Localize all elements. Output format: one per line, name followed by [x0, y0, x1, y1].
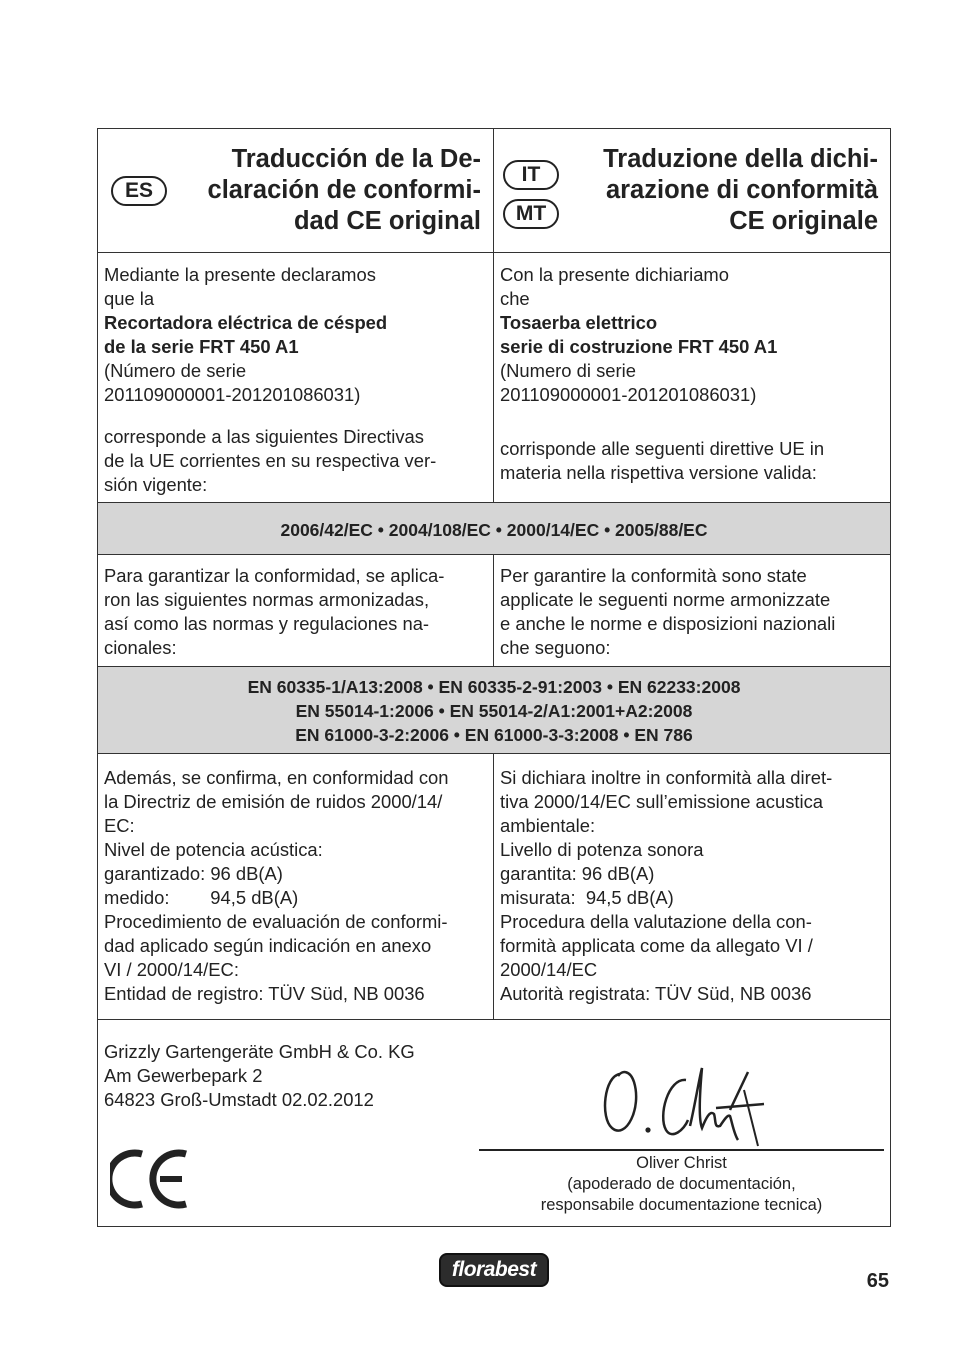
norms-intro-row — [98, 555, 890, 667]
signatory-role-it: responsabile documentazione tecnica) — [540, 1196, 823, 1214]
text-line: Mediante la presente declaramos — [104, 264, 376, 285]
title-line: claración de conformi- — [207, 176, 481, 204]
text-line: medido: 94,5 dB(A) — [104, 887, 299, 908]
norms-intro-es — [98, 555, 494, 666]
language-badge-it: IT — [503, 160, 559, 190]
text-line: Si dichiara inoltre in conformità alla diret- — [500, 767, 833, 788]
text-line: Nivel de potencia acústica: — [104, 839, 323, 860]
text-line: e anche le norme e disposizioni nazionali — [500, 613, 836, 634]
serial-line: 201109000001-201201086031) — [104, 384, 361, 405]
norm-line: EN 61000-3-2:2006 • EN 61000-3-3:2008 • EN 786 — [295, 725, 693, 745]
address-line: 64823 Groß-Umstadt 02.02.2012 — [104, 1089, 374, 1110]
text-line: cionales: — [104, 637, 177, 658]
text-line: Con la presente dichiariamo — [500, 264, 729, 285]
title-line: Traduzione della dichi- — [603, 145, 878, 173]
text-line: ron las siguientes normas armonizadas, — [104, 589, 430, 610]
signatory-block — [479, 1153, 884, 1216]
florabest-logo: florabest — [439, 1253, 549, 1287]
directives-row — [98, 503, 890, 555]
directives-list: 2006/42/EC • 2004/108/EC • 2000/14/EC • 2005/88/EC — [280, 520, 708, 540]
page-number: 65 — [866, 1270, 889, 1292]
norms-row — [98, 667, 890, 754]
text-line: la Directriz de emisión de ruidos 2000/14/ — [104, 791, 443, 812]
header-row — [98, 129, 890, 253]
header-it — [494, 129, 890, 252]
text-line: 2000/14/EC — [500, 959, 598, 980]
text-line: corresponde a las siguientes Directivas — [104, 426, 424, 447]
norms-intro-it — [494, 555, 890, 666]
norm-line: EN 55014-1:2006 • EN 55014-2/A1:2001+A2:2008 — [295, 701, 693, 721]
title-line: Traducción de la De- — [231, 145, 481, 173]
header-title-es — [208, 144, 481, 237]
header-es — [98, 129, 494, 252]
serial-line: (Numero di serie — [500, 360, 636, 381]
address-line: Grizzly Gartengeräte GmbH & Co. KG — [104, 1041, 415, 1062]
text-line: materia nella rispettiva versione valida: — [500, 462, 817, 483]
text-line: VI / 2000/14/EC: — [104, 959, 239, 980]
product-name-line: serie di costruzione FRT 450 A1 — [500, 336, 778, 357]
text-line: tiva 2000/14/EC sull’emissione acustica — [500, 791, 824, 812]
signature-row — [98, 1020, 890, 1226]
text-line: Procedimiento de evaluación de conformi- — [104, 911, 448, 932]
serial-line: 201109000001-201201086031) — [500, 384, 757, 405]
ce-mark-icon — [110, 1148, 192, 1210]
language-badge-mt: MT — [503, 199, 559, 229]
product-name-line: de la serie FRT 450 A1 — [104, 336, 299, 357]
text-line: che — [500, 288, 530, 309]
text-line: Autorità registrata: TÜV Süd, NB 0036 — [500, 983, 812, 1004]
text-line: sión vigente: — [104, 474, 208, 495]
company-address — [104, 1040, 415, 1112]
noise-it — [494, 754, 890, 1019]
text-line: así como las normas y regulaciones na- — [104, 613, 430, 634]
text-line: de la UE corrientes en su respectiva ver- — [104, 450, 437, 471]
signatory-role-es: (apoderado de documentación, — [567, 1175, 796, 1193]
text-line: misurata: 94,5 dB(A) — [500, 887, 674, 908]
text-line: che seguono: — [500, 637, 611, 658]
title-line: arazione di conformità — [605, 176, 878, 204]
noise-es — [98, 754, 494, 1019]
text-line: Además, se confirma, en conformidad con — [104, 767, 449, 788]
declaration-it — [494, 253, 890, 502]
language-badge-es: ES — [111, 176, 167, 206]
signature-image — [598, 1060, 773, 1150]
text-line: Livello di potenza sonora — [500, 839, 704, 860]
text-line: EC: — [104, 815, 135, 836]
text-line: corrisponde alle seguenti direttive UE in — [500, 438, 825, 459]
noise-row — [98, 754, 890, 1020]
text-line: applicate le seguenti norme armonizzate — [500, 589, 831, 610]
serial-line: (Número de serie — [104, 360, 247, 381]
product-name-line: Recortadora eléctrica de césped — [104, 312, 388, 333]
declaration-table — [97, 128, 891, 1227]
text-line: Per garantire la conformità sono state — [500, 565, 807, 586]
text-line: Procedura della valutazione della con- — [500, 911, 812, 932]
text-line: ambientale: — [500, 815, 596, 836]
address-line: Am Gewerbepark 2 — [104, 1065, 263, 1086]
product-name-line: Tosaerba elettrico — [500, 312, 658, 333]
signatory-name: Oliver Christ — [636, 1154, 727, 1172]
title-line: dad CE original — [293, 207, 481, 235]
text-line: Entidad de registro: TÜV Süd, NB 0036 — [104, 983, 425, 1004]
norm-line: EN 60335-1/A13:2008 • EN 60335-2-91:2003 • EN 62233:2008 — [247, 677, 741, 697]
declaration-row — [98, 253, 890, 503]
text-line: formità applicata come da allegato VI / — [500, 935, 813, 956]
text-line: dad aplicado según indicación en anexo — [104, 935, 432, 956]
title-line: CE originale — [729, 207, 878, 235]
text-line: que la — [104, 288, 155, 309]
text-line: garantizado: 96 dB(A) — [104, 863, 283, 884]
text-line: garantita: 96 dB(A) — [500, 863, 655, 884]
text-line: Para garantizar la conformidad, se aplica- — [104, 565, 445, 586]
signature-line — [479, 1149, 884, 1151]
declaration-es — [98, 253, 494, 502]
header-title-it — [603, 144, 878, 237]
